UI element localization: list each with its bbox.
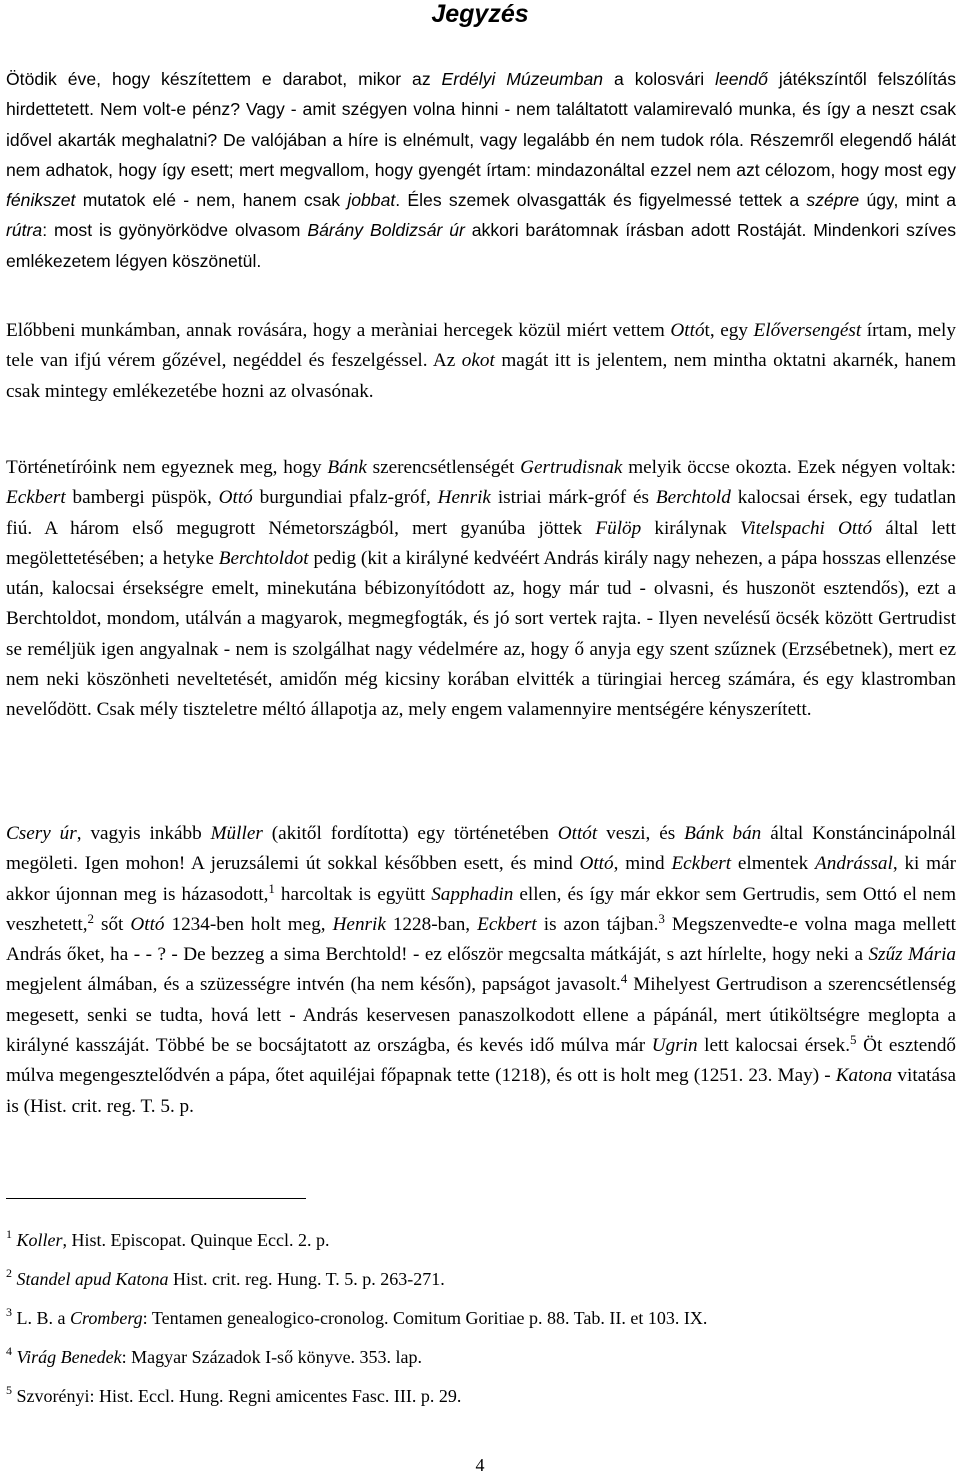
italic-text: Szűz Mária — [868, 944, 956, 966]
text-run: Öt esztendő múlva megengesztelődvén a pápa, őtet aquiléjai főpapnak tette (1218), és ott is holt meg (1251. 23. May) - — [6, 1035, 957, 1087]
text-run: is azon tájban. — [536, 913, 659, 935]
footnote-5 — [6, 1385, 956, 1407]
text-run: : Magyar Századok I-ső könyve. 353. lap. — [121, 1347, 423, 1367]
italic-text: Koller — [16, 1230, 63, 1250]
text-run: (akitől fordította) egy történetében — [262, 823, 558, 844]
page-title: Jegyzés — [431, 0, 529, 28]
italic-text: Eckbert — [6, 487, 66, 509]
footnote-marker: 3 — [658, 910, 665, 926]
italic-text: szépre — [806, 190, 860, 211]
italic-text: Gertrudisnak — [520, 457, 623, 478]
text-run: . Éles szemek olvasgatták és figyelmessé tettek a — [395, 190, 807, 211]
italic-text: Bárány Boldizsár úr — [307, 220, 465, 241]
text-run: pedig (kit a királyné kedvéért András király nagy nehezen, a pápa hosszas ellenzése után, kalocsai érsekségre emelt, minekutána bébizonyítódott az, hogy már tud - olvasni, és huszonöt esztendős), ezt a Berchtoldot, mondom, utálván a magyarok, megmegfogták, és jó sort vertek rajta. - Ilyen nevelésű öcsék között Gertrudist se reméljük igen angyalnak - nem is szolgálhat nagy védelmére az, hogy ő anyja egy szent szűznek (Erzsébetnek), mert ez nem neki köszönheti neveltetését, amidőn még kicsiny korában elvitték a türingiai herceg számára, és egy klastromban nevelődött. Csak mély tiszteletre méltó állapotja az, mely engem valamennyire mentségére kényszerített. — [6, 547, 956, 721]
text-run: , mind — [613, 853, 672, 875]
paragraph-1 — [6, 64, 956, 276]
italic-text: Andrással — [815, 853, 893, 875]
page-number: 4 — [475, 1455, 485, 1475]
italic-text: Vitelspachi Ottó — [739, 517, 873, 539]
text-run: megjelent álmában, és a szüzességre intvén (ha nem későn), papságot javasolt. — [6, 974, 621, 996]
italic-text: rútra — [6, 220, 43, 241]
italic-text: Ottó — [130, 913, 165, 935]
italic-text: Sapphadin — [431, 883, 514, 905]
italic-text: Fülöp — [595, 517, 642, 539]
text-run: királynak — [641, 517, 740, 539]
italic-text: Berchtold — [655, 487, 731, 509]
italic-text: Henrik — [332, 913, 386, 935]
italic-text: Ugrin — [651, 1035, 698, 1057]
paragraph-4 — [6, 819, 956, 1122]
italic-text: leendő — [715, 69, 768, 89]
paragraph-3 — [6, 453, 956, 726]
footnote-separator — [6, 1198, 306, 1199]
text-run: bambergi püspök, — [65, 487, 219, 509]
text-run: elmentek — [731, 853, 816, 875]
italic-text: Bánk — [327, 457, 367, 478]
text-run: akkori barátomnak írásban adott Rostáját. Mindenkori szíves emlékezetem légyen köszönetül. — [6, 220, 957, 271]
footnote-marker: 1 — [268, 880, 275, 896]
text-run: vitatása is (Hist. crit. reg. T. 5. p. — [6, 1065, 956, 1117]
text-run: : Tentamen genealogico-cronolog. Comitum Goritiae p. 88. Tab. II. et 103. IX. — [142, 1308, 708, 1328]
text-run: sőt — [94, 913, 131, 935]
footnote-marker: 2 — [87, 910, 95, 926]
text-run: 1228-ban, — [385, 913, 478, 935]
italic-text: Ottót — [557, 823, 598, 844]
text-run: írtam, mely tele van ifjú vérem gőzével, negéddel és feszelgéssel. Az — [6, 320, 956, 372]
footnote-marker: 5 — [6, 1383, 12, 1397]
text-run: mutatok elé - nem, hanem csak — [75, 190, 348, 211]
italic-text: Müller — [210, 823, 263, 844]
text-run: veszi, és — [597, 823, 685, 844]
text-run: t, egy — [704, 320, 754, 341]
text-run: Mihelyest Gertrudison a szerencsétlenség megesett, senki se tudta, hová lett - András keservesen panaszolkodott ellene a pápánál, mert útiköltségre megloptа a királyné kasszáját. Többé be se bocsájtatott az országba, és kevés idő múlva már — [6, 974, 956, 1057]
footnote-1 — [6, 1229, 956, 1251]
footnote-marker: 4 — [6, 1344, 12, 1358]
text-run: Ötödik éve, hogy készítettem e darabot, mikor az — [6, 69, 442, 89]
text-run: harcoltak is együtt — [274, 883, 432, 905]
italic-text: Eckbert — [671, 853, 732, 875]
italic-text: Ottó — [670, 320, 705, 341]
footnote-marker: 1 — [6, 1227, 12, 1241]
footnote-4 — [6, 1346, 956, 1368]
footnote-marker: 4 — [620, 971, 628, 987]
text-run: , vagyis inkább — [76, 823, 211, 844]
italic-text: Ottó — [579, 853, 614, 875]
italic-text: Előversengést — [753, 320, 862, 341]
italic-text: Standel apud Katona — [16, 1269, 169, 1289]
text-run: ellen, és így már ekkor sem Gertrudis, sem Ottó el nem veszhetett, — [6, 883, 956, 935]
footnote-marker: 5 — [850, 1032, 857, 1048]
italic-text: Ottó — [218, 487, 253, 509]
text-run: melyik öccse okozta. Ezek négyen voltak: — [622, 457, 956, 478]
text-run: Szvorényi: Hist. Eccl. Hung. Regni amicentes Fasc. III. p. 29. — [12, 1386, 462, 1406]
text-run: L. B. a — [12, 1308, 70, 1328]
italic-text: Virág Benedek — [16, 1347, 122, 1367]
text-run: által Konstáncinápolnál megöleti. Igen mohon! A jeruzsálemi út sokkal későbben esett, és mind — [6, 823, 956, 875]
text-run: 1234-ben holt meg, — [164, 913, 333, 935]
italic-text: Bánk bán — [684, 823, 762, 844]
italic-text: Katona — [835, 1065, 893, 1087]
text-run: : most is gyönyörködve olvasom — [42, 220, 308, 241]
text-run: Megszenvedte-e volna maga mellett András őket, ha - - ? - De bezzeg a sima Berchtold! - ez először megcsalta mátkáját, s azt hírlelte, hogy neki a — [6, 913, 957, 966]
text-run: úgy, mint a — [859, 190, 956, 211]
italic-text: Eckbert — [477, 913, 537, 935]
italic-text: Erdélyi Múzeumban — [441, 69, 604, 89]
text-run: Hist. crit. reg. Hung. T. 5. p. 263-271. — [168, 1269, 445, 1289]
text-run: kalocsai érsek, egy tudatlan fiú. A három első megugrott Németországból, mert gyanúba jöttek — [6, 487, 956, 539]
text-run: , ki már akkor újonnan meg is házasodott, — [6, 853, 956, 905]
italic-text: Henrik — [437, 487, 491, 509]
text-run: által lett megölettetésében; a hetyke — [6, 517, 956, 569]
text-run: burgundiai pfalz-gróf, — [252, 487, 438, 509]
footnote-3 — [6, 1307, 956, 1329]
italic-text: Berchtoldot — [218, 547, 309, 569]
text-run: magát itt is jelentem, nem mintha oktatni akarnék, hanem csak mintegy emlékezetébe hozni az olvasónak. — [6, 350, 956, 402]
italic-text: Csery úr — [6, 823, 77, 844]
text-run: Előbbeni munkámban, annak rovására, hogy a meràniai hercegek közül miért vettem — [6, 320, 671, 341]
italic-text: jobbat — [347, 190, 396, 211]
footnote-marker: 3 — [6, 1305, 12, 1319]
italic-text: fénikszet — [6, 190, 76, 211]
italic-text: okot — [461, 350, 495, 372]
text-run: a kolosvári — [603, 69, 716, 89]
text-run: lett kalocsai érsek. — [697, 1035, 851, 1057]
text-run: szerencsétlenségét — [366, 457, 521, 478]
text-run: , Hist. Episcopat. Quinque Eccl. 2. p. — [62, 1230, 330, 1250]
footnote-2 — [6, 1268, 956, 1290]
footnote-marker: 2 — [6, 1266, 12, 1280]
text-run: játékszíntől felszólítás hirdettetett. Nem volt-e pénz? Vagy - amit szégyen volna hinni - nem találtatott valamirevaló munka, és így a neszt csak idővel akarták meghalatni? De valójában a híre is elnémult, vagy legalább én nem tudok róla. Részemről elegendő hálát nem adhatok, hogy így esett; mert megvallom, hogy gyengét írtam: mindazonáltal ezzel nem azt célozom, hogy most egy — [6, 69, 956, 180]
paragraph-2 — [6, 316, 956, 407]
text-run: Történetíróink nem egyeznek meg, hogy — [6, 457, 328, 478]
text-run: istriai márk-gróf és — [490, 487, 656, 509]
italic-text: Cromberg — [70, 1308, 143, 1328]
